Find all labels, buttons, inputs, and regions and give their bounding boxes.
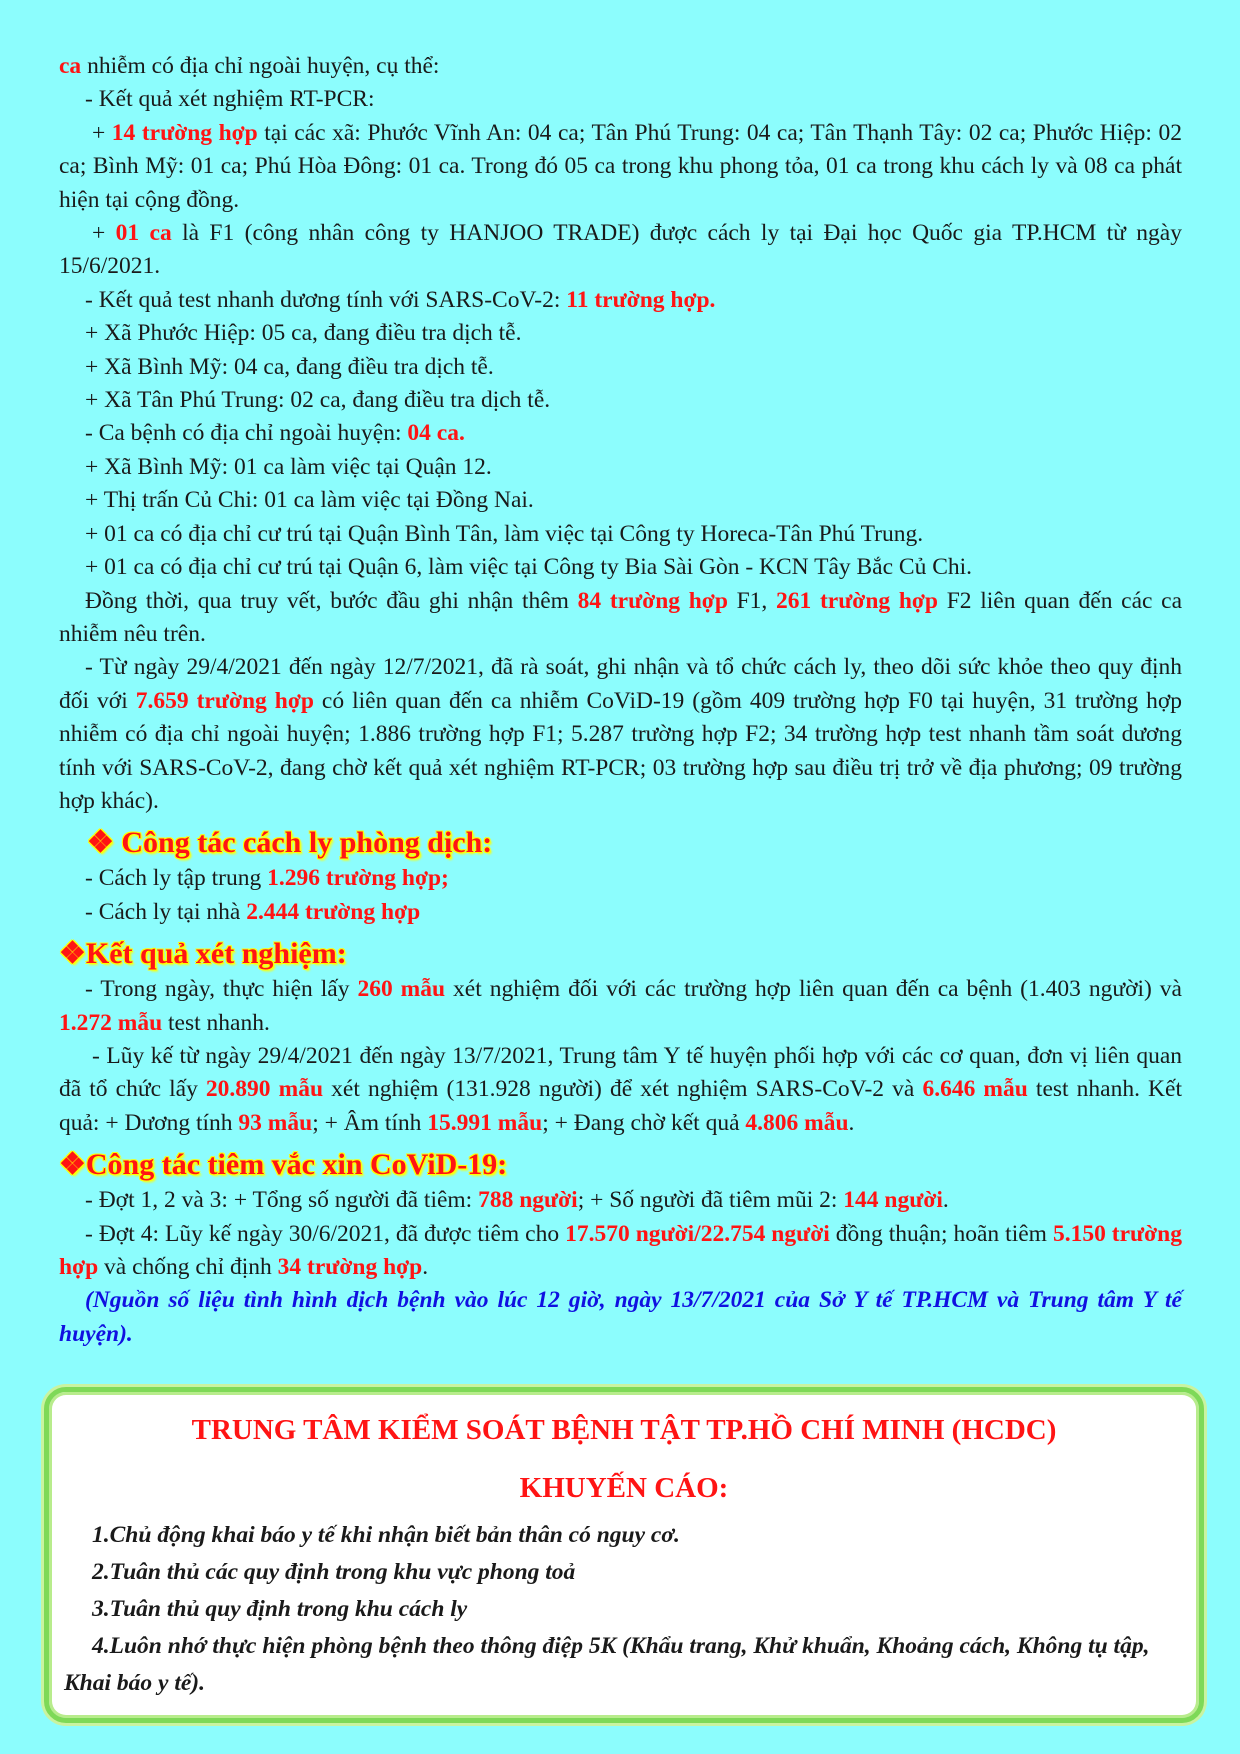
rapid-item: + Xã Bình Mỹ: 04 ca, đang điều tra dịch tễ. bbox=[85, 353, 494, 380]
rtpcr-item bbox=[59, 217, 1182, 284]
advisory-item: 2.Tuân thủ các quy định trong khu vực phong toả bbox=[92, 1559, 576, 1585]
intro-text: nhiễm có địa chỉ ngoài huyện, cụ thể: bbox=[81, 53, 440, 79]
f1-count: 84 trường hợp bbox=[577, 587, 728, 614]
vaccinated-count: 17.570 người/22.754 người bbox=[565, 1220, 830, 1247]
positive-count: 93 mẫu bbox=[238, 1109, 313, 1136]
cumulative-text: - Từ ngày 29/4/2021 đến ngày 12/7/2021, đã rà soát, ghi nhận và tổ chức cách ly, theo dõi sức khỏe theo quy định đối với bbox=[59, 654, 1182, 714]
rapid-item: + Xã Phước Hiệp: 05 ca, đang điều tra dịch tễ. bbox=[85, 320, 522, 347]
testing-text: . bbox=[848, 1109, 855, 1136]
rapid-count: 11 trường hợp. bbox=[566, 286, 716, 313]
quarantine-home bbox=[59, 896, 1182, 929]
advisory-list bbox=[64, 1517, 1192, 1702]
outside-item: + Xã Bình Mỹ: 01 ca làm việc tại Quận 12. bbox=[85, 453, 492, 480]
rapid-test-line bbox=[59, 284, 1182, 317]
trace-paragraph bbox=[59, 585, 1182, 652]
contraindicated-count: 34 trường hợp bbox=[277, 1254, 423, 1280]
rtpcr-item bbox=[59, 117, 1182, 217]
testing-text: xét nghiệm (131.928 người) để xét nghiệm SARS-CoV-2 và bbox=[323, 1076, 923, 1103]
vaccine-text: ; + Số người đã tiêm mũi 2: bbox=[577, 1187, 844, 1214]
postponed-count: 5.150 trường hợp bbox=[59, 1220, 1182, 1280]
vaccine-text: và chống chỉ định bbox=[98, 1254, 278, 1280]
case-count: 14 trường hợp bbox=[111, 119, 258, 146]
quarantine-text: - Cách ly tại nhà bbox=[85, 898, 247, 925]
outside-line bbox=[59, 417, 1182, 450]
sample-count: 20.890 mẫu bbox=[205, 1076, 324, 1103]
vaccine-round-4 bbox=[59, 1218, 1182, 1285]
trace-text: Đồng thời, qua truy vết, bước đầu ghi nhận thêm bbox=[85, 587, 578, 614]
advisory-title: KHUYẾN CÁO: bbox=[519, 1472, 729, 1504]
bullet: + bbox=[92, 220, 116, 247]
trace-text: F1, bbox=[727, 587, 776, 614]
bullet: + bbox=[92, 119, 112, 146]
source-note: (Nguồn số liệu tình hình dịch bệnh vào lúc 12 giờ, ngày 13/7/2021 của Sở Y tế TP.HCM và Trung tâm Y tế huyện). bbox=[59, 1287, 1182, 1347]
vaccine-text: . bbox=[422, 1254, 429, 1280]
vaccine-rounds-1-3 bbox=[59, 1184, 1182, 1217]
outside-count: 04 ca. bbox=[407, 420, 465, 447]
intro-paragraph bbox=[59, 50, 1182, 83]
quarantine-count: 2.444 trường hợp bbox=[246, 898, 421, 925]
intro-lead: ca bbox=[59, 53, 82, 79]
testing-text: xét nghiệm đối với các trường hợp liên quan đến ca bệnh (1.403 người) và bbox=[445, 976, 1182, 1003]
testing-heading: ❖Kết quả xét nghiệm: bbox=[59, 937, 347, 971]
vaccine-text: - Đợt 4: Lũy kế ngày 30/6/2021, đã được tiêm cho bbox=[85, 1220, 566, 1247]
advisory-item: 3.Tuân thủ quy định trong khu cách ly bbox=[92, 1596, 468, 1622]
rapid-item: + Xã Tân Phú Trung: 02 ca, đang điều tra dịch tễ. bbox=[85, 387, 551, 414]
quarantine-central bbox=[59, 862, 1182, 895]
sample-count: 1.272 mẫu bbox=[59, 1009, 163, 1036]
advisory-org: TRUNG TÂM KIỂM SOÁT BỆNH TẬT TP.HỒ CHÍ MINH (HCDC) bbox=[191, 1414, 1057, 1446]
advisory-item: 4.Luôn nhớ thực hiện phòng bệnh theo thông điệp 5K (Khẩu trang, Khử khuẩn, Khoảng cách, Không tụ tập, Khai báo y tế). bbox=[64, 1633, 1150, 1696]
testing-daily bbox=[59, 973, 1182, 1040]
testing-cumulative bbox=[59, 1040, 1182, 1140]
item-text: tại các xã: Phước Vĩnh An: 04 ca; Tân Phú Trung: 04 ca; Tân Thạnh Tây: 02 ca; Phước Hiệp: 02 ca; Bình Mỹ: 01 ca; Phú Hòa Đông: 01 ca. Trong đó 05 ca trong khu phong tỏa, 01 ca trong khu cách ly và 08 ca phát hiện tại cộng đồng. bbox=[59, 119, 1182, 213]
testing-text: - Trong ngày, thực hiện lấy bbox=[85, 976, 358, 1003]
pending-count: 4.806 mẫu bbox=[745, 1109, 849, 1136]
cumulative-count: 7.659 trường hợp bbox=[135, 687, 314, 714]
testing-text: ; + Âm tính bbox=[312, 1109, 428, 1136]
trace-text: F2 liên quan đến các ca nhiễm nêu trên. bbox=[59, 587, 1183, 647]
cumulative-text: có liên quan đến ca nhiễm CoViD-19 (gồm 409 trường hợp F0 tại huyện, 31 trường hợp nhiễm có địa chỉ ngoài huyện; 1.886 trường hợp F1; 5.287 trường hợp F2; 34 trường hợp test nhanh tầm soát dương tính với SARS-CoV-2, đang chờ kết quả xét nghiệm RT-PCR; 03 trường hợp sau điều trị trở về địa phương; 09 trường hợp khác). bbox=[59, 687, 1182, 814]
item-text: là F1 (công nhân công ty HANJOO TRADE) được cách ly tại Đại học Quốc gia TP.HCM từ ngày 15/6/2021. bbox=[59, 220, 1182, 280]
testing-text: test nhanh. bbox=[162, 1009, 270, 1036]
testing-text: - Lũy kế từ ngày 29/4/2021 đến ngày 13/7/2021, Trung tâm Y tế huyện phối hợp với các cơ quan, đơn vị liên quan đã tổ chức lấy bbox=[59, 1042, 1182, 1103]
second-dose-count: 144 người bbox=[843, 1187, 943, 1214]
testing-text: test nhanh. Kết quả: + Dương tính bbox=[59, 1076, 1182, 1136]
outside-item: + 01 ca có địa chỉ cư trú tại Quận Bình Tân, làm việc tại Công ty Horeca-Tân Phú Trung. bbox=[85, 520, 924, 547]
report-body bbox=[59, 50, 1182, 1351]
vaccine-text: đồng thuận; hoãn tiêm bbox=[829, 1220, 1053, 1247]
outside-item: + Thị trấn Củ Chi: 01 ca làm việc tại Đồng Nai. bbox=[85, 487, 534, 514]
vaccine-text: . bbox=[942, 1187, 949, 1214]
f2-count: 261 trường hợp bbox=[776, 587, 938, 614]
outside-text: - Ca bệnh có địa chỉ ngoài huyện: bbox=[85, 420, 408, 447]
outside-item: + 01 ca có địa chỉ cư trú tại Quận 6, làm việc tại Công ty Bia Sài Gòn - KCN Tây Bắc Củ Chi. bbox=[85, 554, 973, 581]
advisory-box bbox=[44, 1387, 1204, 1723]
quarantine-count: 1.296 trường hợp; bbox=[267, 865, 449, 892]
sample-count: 260 mẫu bbox=[357, 976, 446, 1003]
advisory-item: 1.Chủ động khai báo y tế khi nhận biết bản thân có nguy cơ. bbox=[92, 1522, 680, 1548]
vaccine-heading: ❖Công tác tiêm vắc xin CoViD-19: bbox=[59, 1148, 508, 1182]
case-count: 01 ca bbox=[115, 220, 172, 247]
rtpcr-heading: - Kết quả xét nghiệm RT-PCR: bbox=[85, 86, 375, 113]
vaccine-text: - Đợt 1, 2 và 3: + Tổng số người đã tiêm: bbox=[85, 1187, 479, 1214]
quarantine-heading: ❖ Công tác cách ly phòng dịch: bbox=[87, 826, 493, 860]
rapid-text: - Kết quả test nhanh dương tính với SARS-CoV-2: bbox=[85, 286, 567, 313]
sample-count: 6.646 mẫu bbox=[922, 1076, 1028, 1103]
quarantine-text: - Cách ly tập trung bbox=[85, 865, 268, 892]
vaccinated-count: 788 người bbox=[478, 1187, 578, 1214]
cumulative-paragraph bbox=[59, 651, 1182, 818]
testing-text: ; + Đang chờ kết quả bbox=[542, 1109, 746, 1136]
negative-count: 15.991 mẫu bbox=[427, 1109, 543, 1136]
